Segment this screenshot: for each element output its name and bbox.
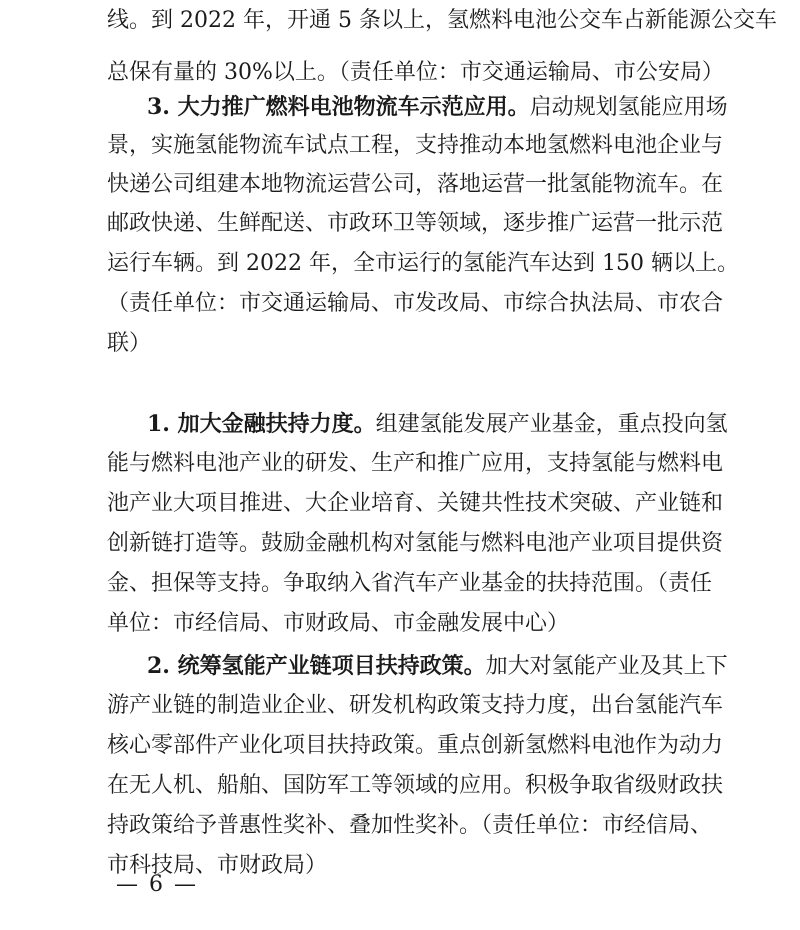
- text-line: 快递公司组建本地物流运营公司，落地运营一批氢能物流车。在: [107, 172, 724, 197]
- text-line: 持政策给予普惠性奖补、叠加性奖补。（责任单位：市经信局、: [107, 813, 713, 838]
- page-number: — 6 —: [116, 872, 198, 897]
- text-line: 景，实施氢能物流车试点工程，支持推动本地氢燃料电池企业与: [107, 133, 724, 158]
- text-line: 运行车辆。到 2022 年，全市运行的氢能汽车达到 150 辆以上。: [107, 251, 739, 276]
- paragraph-heading: 2. 统筹氢能产业链项目扶持政策。: [147, 653, 486, 679]
- text-line: （责任单位：市交通运输局、市发改局、市综合执法局、市农合: [107, 291, 724, 316]
- paragraph-text: 组建氢能发展产业基金，重点投向氢: [375, 412, 728, 437]
- paragraph-first-line: [147, 651, 728, 682]
- text-line: 创新链打造等。鼓励金融机构对氢能与燃料电池产业项目提供资: [107, 531, 724, 556]
- paragraph-text: 启动规划氢能应用场: [529, 95, 728, 120]
- paragraph-first-line: [147, 92, 728, 123]
- text-line: 线。到 2022 年，开通 5 条以上，氢燃料电池公交车占新能源公交车: [107, 8, 777, 33]
- text-line: 市科技局、市财政局）: [107, 853, 328, 878]
- text-line: 核心零部件产业化项目扶持政策。重点创新氢燃料电池作为动力: [107, 733, 724, 758]
- text-line: 联）: [107, 331, 152, 356]
- text-line: 池产业大项目推进、大企业培育、关键共性技术突破、产业链和: [107, 491, 724, 516]
- text-line: 能与燃料电池产业的研发、生产和推广应用，支持氢能与燃料电: [107, 451, 724, 476]
- paragraph-heading: 3. 大力推广燃料电池物流车示范应用。: [147, 94, 530, 120]
- text-line: 邮政快递、生鲜配送、市政环卫等领域，逐步推广运营一批示范: [107, 211, 724, 236]
- paragraph-text: 加大对氢能产业及其上下: [485, 654, 728, 679]
- text-line: 在无人机、船舶、国防军工等领域的应用。积极争取省级财政扶: [107, 773, 724, 798]
- text-line: 游产业链的制造业企业、研发机构政策支持力度，出台氢能汽车: [107, 693, 724, 718]
- text-line: 单位：市经信局、市财政局、市金融发展中心）: [107, 611, 570, 636]
- paragraph-heading: 1. 加大金融扶持力度。: [147, 411, 376, 437]
- text-line: 金、担保等支持。争取纳入省汽车产业基金的扶持范围。（责任: [107, 571, 713, 596]
- paragraph-first-line: [147, 409, 728, 440]
- text-line: 总保有量的 30%以上。（责任单位：市交通运输局、市公安局）: [107, 60, 724, 85]
